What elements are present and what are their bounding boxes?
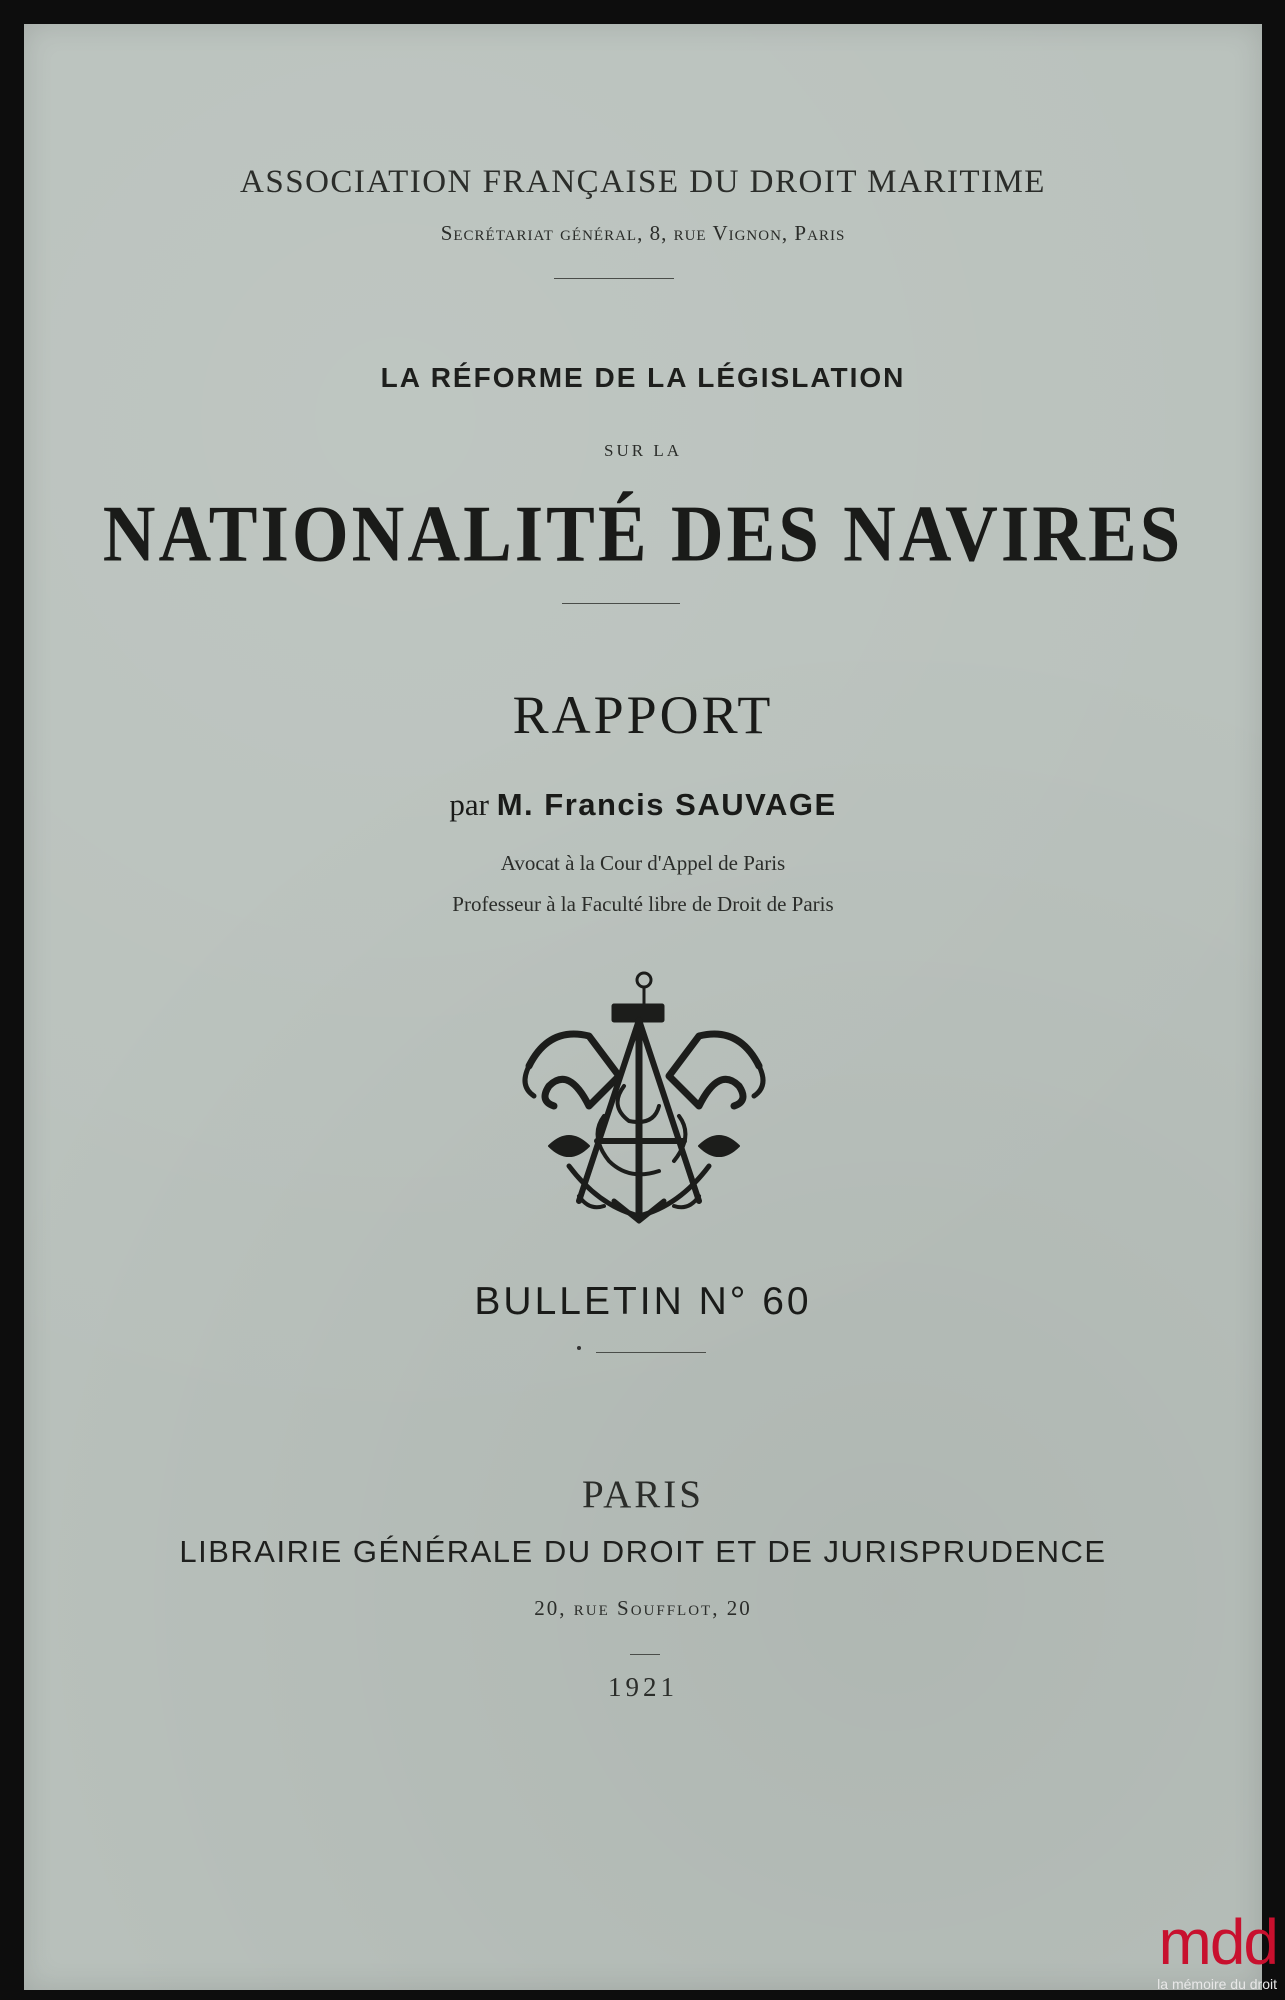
bulletin-dot	[577, 1346, 581, 1350]
sur-la-text: SUR LA	[604, 441, 682, 460]
reform-heading: LA RÉFORME DE LA LÉGISLATION	[380, 362, 906, 393]
author-title-1: Avocat à la Cour d'Appel de Paris	[500, 851, 786, 875]
author-name: M. Francis SAUVAGE	[496, 787, 837, 822]
watermark-logo	[1109, 1902, 1279, 1992]
publisher-city: PARIS	[582, 1473, 704, 1516]
mdd-logo-icon	[1109, 1902, 1279, 1972]
publisher-address: 20, rue Soufflot, 20	[534, 1596, 752, 1620]
svg-text:mdd: mdd	[1158, 1906, 1277, 1972]
author-title-2: Professeur à la Faculté libre de Droit de Paris	[452, 892, 834, 916]
report-heading: RAPPORT	[512, 685, 774, 745]
divider-top	[554, 278, 674, 279]
bulletin-number: BULLETIN N° 60	[474, 1280, 812, 1323]
publication-year: 1921	[608, 1672, 678, 1702]
book-cover	[24, 24, 1262, 1990]
association-name: ASSOCIATION FRANÇAISE DU DROIT MARITIME	[240, 164, 1046, 200]
by-word: par	[449, 787, 489, 822]
secretariat-address: Secrétariat général, 8, rue Vignon, Paris	[440, 221, 846, 245]
divider-year	[630, 1654, 660, 1655]
divider-bulletin	[596, 1352, 706, 1353]
main-title: NATIONALITÉ DES NAVIRES	[102, 488, 1184, 578]
divider-title	[562, 603, 680, 604]
publisher-name: LIBRAIRIE GÉNÉRALE DU DROIT ET DE JURISPRUDENCE	[179, 1534, 1107, 1569]
author-line	[24, 787, 1262, 823]
watermark-tagline: la mémoire du droit	[1157, 1976, 1277, 1992]
anchor-monogram-emblem-icon	[509, 966, 779, 1236]
